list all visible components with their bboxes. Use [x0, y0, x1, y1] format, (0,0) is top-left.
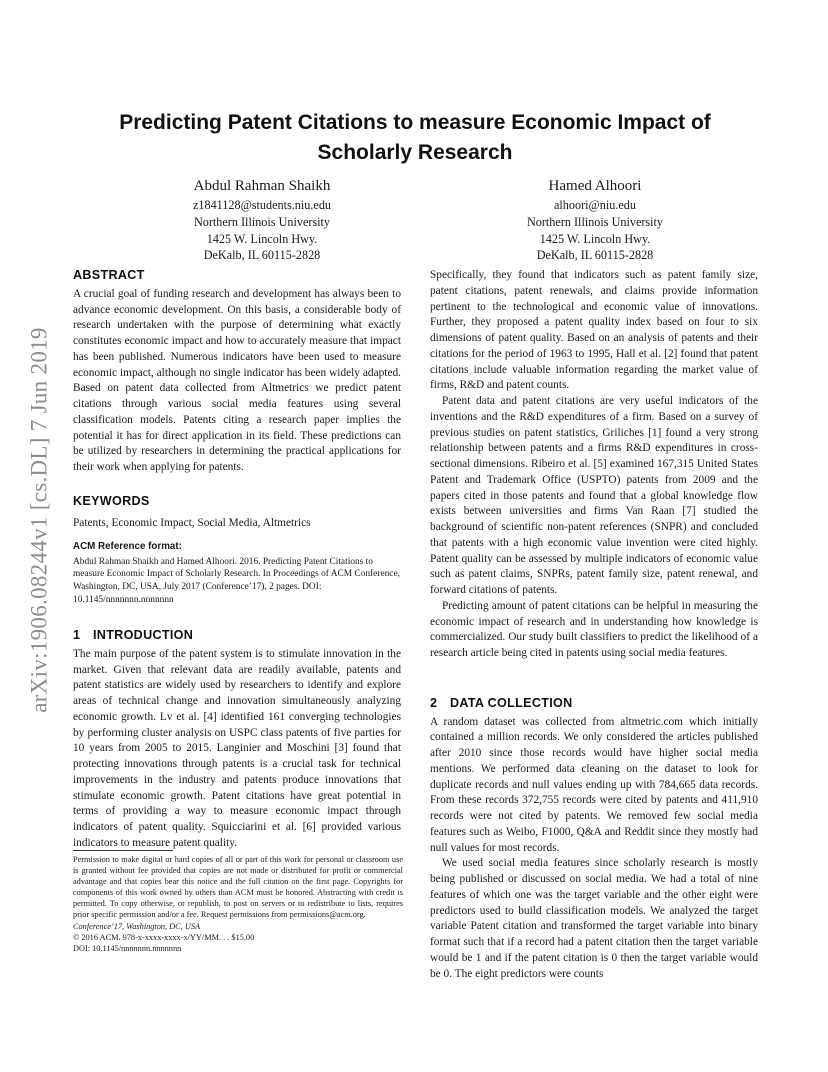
section-title: INTRODUCTION: [93, 628, 194, 643]
acm-reference: [73, 541, 401, 606]
author-email[interactable]: z1841128@students.niu.edu: [192, 198, 332, 212]
paper-title: Predicting Patent Citations to measure Economic Impact of Scholarly Research: [119, 111, 711, 164]
intro-paragraph: The main purpose of the patent system is to stimulate innovation in the market. Given that relevant data are readily available, patents and patent statistics are widely used by researchers to identify and explore areas of technical change and innovation simultaneously analyzing economic growth. Lv et al. [4] identified 161 converging technologies by performing cluster analysis on USPC class patents of five parties for 10 years from 2005 to 2015. Langinier and Moschini [3] found that protecting innovations through patents is a crucial task for technical improvements in the industry and patents produce innovations that stimulate economic growth. Patent citations have great potential in terms of providing a way to measure economic impact through indicators of patent quality. Squicciarini et al. [6] provided various indicators to measure patent quality.: [73, 647, 401, 849]
section-number: 1: [73, 628, 81, 643]
author-email[interactable]: alhoori@niu.edu: [554, 198, 636, 212]
author-address: 1425 W. Lincoln Hwy.: [539, 231, 651, 246]
permission-text: Permission to make digital or hard copies of all or part of this work for personal or classroom use is granted without fee provided that copies are not made or distributed for profit or commercial advantage and that copies bear this notice and the full citation on the first page. Copyrights for components of this work owned by others than ACM must be honored. Abstracting with credit is permitted. To copy otherwise, or republish, to post on servers or to redistribute to lists, requires prior specific permission and/or a fee. Request permissions from permissions@acm.org.: [73, 855, 403, 920]
abstract-text: A crucial goal of funding research and development has always been to advance economic development. On this basis, a considerable body of research undertaken with the purpose of determining what exactly constitutes economic impact and how to accurately measure that impact has been published. Numerous indicators have been used to measure economic impact, although no single indicator has been widely adapted. Based on patent data collected from Altmetrics we predict patent citations through various social media features using several classification models. Patents citing a research paper implies the potential it has for direct application in its field. These predictions can be utilized by researchers in determining the practical applications for their work when applying for patents.: [73, 287, 401, 473]
author-name: Hamed Alhoori: [548, 178, 642, 194]
right-column: [430, 268, 758, 982]
author-affiliation: Northern Illinois University: [193, 214, 331, 229]
acm-reference-text: Abdul Rahman Shaikh and Hamed Alhoori. 2016. Predicting Patent Citations to measure Economic Impact of Scholarly Research. In Proceedings of ACM Conference, Washington, DC, USA, July 2017 (Conference’17), 2 pages. DOI: 10.1145/nnnnnnn.nnnnnnn: [73, 556, 400, 605]
left-column: [73, 268, 401, 852]
footnote-rule: [73, 850, 173, 851]
author-city: DeKalb, IL 60115-2828: [536, 248, 654, 263]
doi-line: DOI: 10.1145/nnnnnnn.nnnnnnn: [73, 943, 182, 953]
acm-reference-heading: ACM Reference format:: [73, 541, 182, 553]
author-block-1: [112, 176, 412, 264]
conference-line: Conference’17, Washington, DC, USA: [73, 921, 201, 931]
author-block-2: [445, 176, 745, 264]
intro-paragraph: Predicting amount of patent citations can be helpful in measuring the economic impact of research and in understanding how knowledge is commercialized. Our study built classifiers to predict the likelihood of a research article being cited in patents using social media features.: [430, 599, 758, 659]
author-name: Abdul Rahman Shaikh: [193, 178, 331, 194]
arxiv-identifier: [20, 300, 60, 740]
keywords-heading: KEYWORDS: [73, 493, 150, 508]
copyright-line: © 2016 ACM. 978-x-xxxx-xxxx-x/YY/MM. . . $15.00: [73, 932, 255, 942]
intro-paragraph: Patent data and patent citations are very useful indicators of the inventions and the R&D expenditures of a firm. Based on a survey of previous studies on patent statistics, Griliches [1] found a very strong relationship between patents and a firms R&D expenditures in cross-sectional dimensions. Ribeiro et al. [5] examined 167,315 United States Patent and Trademark Office (USPTO) patents from 2009 and the papers cited in those patents and found that a global knowledge flow exists between universities and firms Van Raan [7] studied the background of scientific non-patent references (SNPR) and concluded that patents with a high economic value invention were cited highly. Patent quality can be assessed by multiple indicators of economic value such as patent claims, SNPRs, patent family size, patent renewal, and forward citations of patents.: [430, 395, 758, 596]
data-collection-paragraph: A random dataset was collected from altmetric.com which initially contained a million records. We only considered the articles published after 2010 since those records would have higher social media mentions. We performed data cleaning on the dataset to look for duplicate records and null values ending up with 784,665 data records. From these records 372,755 records were cited by patents and 411,910 records were not cited by patents. We removed few social media features such as Weibo, F1000, Q&A and Reddit since they mostly had null values for most records.: [430, 715, 758, 854]
introduction-heading: [73, 628, 401, 644]
author-affiliation: Northern Illinois University: [526, 214, 664, 229]
arxiv-id-text: arXiv:1906.08244v1 [cs.DL] 7 Jun 2019: [27, 327, 53, 713]
author-address: 1425 W. Lincoln Hwy.: [206, 231, 318, 246]
data-collection-heading: [430, 696, 758, 712]
keywords-text: Patents, Economic Impact, Social Media, Altmetrics: [73, 516, 311, 529]
abstract-heading: ABSTRACT: [73, 268, 145, 282]
copyright-footnote: [73, 854, 403, 954]
author-city: DeKalb, IL 60115-2828: [203, 248, 321, 263]
intro-paragraph: Specifically, they found that indicators such as patent family size, patent citations, patent renewals, and claims provide information pertinent to the technological and economic value of innovations. Further, they proposed a patent quality index based on four to six dimensions of patent quality. Based on an analysis of patents and their citations for the period of 1963 to 1995, Hall et al. [2] found that patent citations include valuable information regarding the market value of firms, R&D and patent counts.: [430, 269, 758, 392]
section-number: 2: [430, 695, 438, 710]
data-collection-paragraph: We used social media features since scholarly research is mostly being published or discussed on social media. We had a total of nine features of which one was the target variable and the other eight were predictors used to build classification models. We analyzed the target variable Patent citation and transformed the target variable into binary format such that if a record had a patent citation then the target variable would be 1 and if the patent citation is 0 then the target variable would be 0. The eight predictors were counts: [430, 857, 758, 980]
section-title: DATA COLLECTION: [450, 695, 573, 710]
